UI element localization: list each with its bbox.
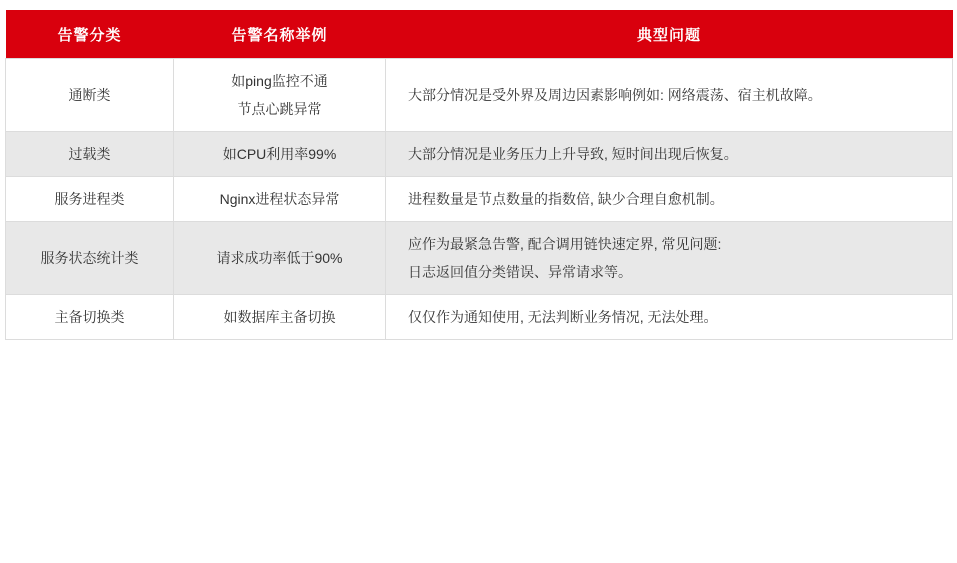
cell-typical-problem (386, 295, 953, 340)
cell-category: 主备切换类 (6, 295, 174, 340)
table-row (6, 222, 953, 295)
cell-category: 通断类 (6, 59, 174, 132)
cell-line: 仅仅作为通知使用, 无法判断业务情况, 无法处理。 (408, 309, 718, 325)
column-header-category: 告警分类 (6, 10, 174, 59)
cell-line: 节点心跳异常 (237, 101, 322, 117)
cell-line: Nginx进程状态异常 (219, 191, 340, 207)
cell-category: 过载类 (6, 132, 174, 177)
cell-alarm-name (174, 295, 386, 340)
cell-line: 应作为最紧急告警, 配合调用链快速定界, 常见问题: (408, 236, 722, 252)
cell-line: 进程数量是节点数量的指数倍, 缺少合理自愈机制。 (408, 191, 724, 207)
alarm-classification-table-container (0, 10, 957, 563)
table-header-row (6, 10, 953, 59)
table-row (6, 59, 953, 132)
cell-category: 服务进程类 (6, 177, 174, 222)
cell-typical-problem (386, 132, 953, 177)
cell-line: 如ping监控不通 (231, 73, 328, 89)
alarm-classification-table (5, 10, 953, 340)
column-header-alarm-name: 告警名称举例 (174, 10, 386, 59)
cell-line: 大部分情况是受外界及周边因素影响例如: 网络震荡、宿主机故障。 (408, 87, 822, 103)
cell-alarm-name (174, 59, 386, 132)
cell-line: 如数据库主备切换 (223, 309, 336, 325)
cell-typical-problem (386, 177, 953, 222)
cell-typical-problem (386, 59, 953, 132)
cell-alarm-name (174, 222, 386, 295)
cell-category: 服务状态统计类 (6, 222, 174, 295)
cell-typical-problem (386, 222, 953, 295)
cell-line: 如CPU利用率99% (222, 146, 337, 162)
table-row (6, 177, 953, 222)
cell-alarm-name (174, 177, 386, 222)
column-header-typical-problem: 典型问题 (386, 10, 953, 59)
cell-alarm-name (174, 132, 386, 177)
table-body (6, 59, 953, 340)
table-row (6, 295, 953, 340)
table-header (6, 10, 953, 59)
cell-line: 日志返回值分类错误、异常请求等。 (408, 264, 632, 280)
cell-line: 请求成功率低于90% (216, 250, 343, 266)
cell-line: 大部分情况是业务压力上升导致, 短时间出现后恢复。 (408, 146, 738, 162)
table-row (6, 132, 953, 177)
